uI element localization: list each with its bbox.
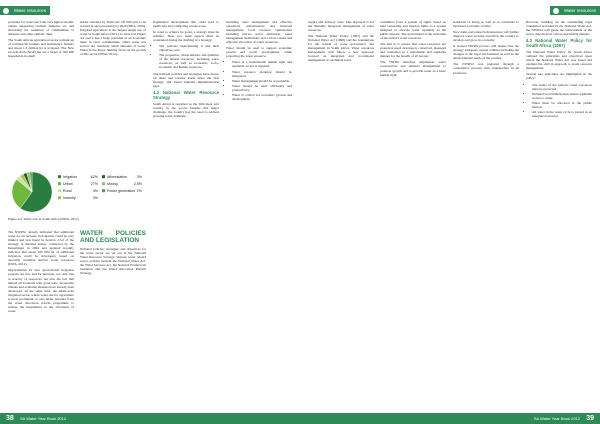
legend-label-mining: Mining: [107, 182, 118, 186]
section-tab-left: [0, 6, 50, 15]
subsection-heading: 4.3 National Water Policy for South Africa (1997): [526, 38, 592, 49]
paragraph: fragmented development that could lead to inefficient and conflicting resource use.: [153, 20, 219, 29]
left-column-1: [8, 20, 74, 60]
paragraph: committed from a system of rights based on land ownership and riparian rights to a system designed to allocate water equitably in the public interest. The government is the custodian of the nation's water resources.: [380, 20, 446, 41]
left-column-2: [80, 20, 146, 58]
legend-swatch-rural: [58, 189, 61, 192]
list-item: • Water management should be accountable.: [232, 79, 292, 83]
list-item: • Water must be allocated in the public interest.: [532, 101, 592, 109]
legend-swatch-afforestation: [102, 175, 105, 178]
paragraph: New dams and related infrastructure will further improve water security and allow the country to develop and grow its economy.: [453, 30, 519, 43]
paragraph: The national policies and strategies have drawn on these and lessons learnt since the first strategy and found inherent implementation gaps.: [153, 71, 219, 88]
list-item: • All water in the water cycle is treated as an integrated resource.: [532, 110, 592, 118]
legend-label-rural: Rural: [63, 189, 72, 193]
water-drop-icon: [553, 8, 559, 14]
right-column-4: [526, 20, 592, 120]
list-item: • National Government must ensure equitable access to water.: [532, 92, 592, 100]
page-number: 39: [586, 415, 594, 422]
legend-value-rural: 4%: [92, 189, 98, 193]
water-drop-icon: [3, 8, 9, 14]
legend-value-urban: 27%: [90, 182, 98, 186]
paragraph: The NWRS2 was prepared through a consultative process with stakeholders in all provinces.: [453, 62, 519, 75]
paragraph: Opportunities for new 'green-fields' irrigation projects are few and far between, not only due to scarcity of resources, but also the fact that almost all locations with good soils, favourable climate and available markets have already been developed. At the same time, the small-scale irrigation sector, where water use for agriculture is most prominent, is also under pressure from the water allocation reform programme to redress the inequalities in the allocation of water.: [8, 268, 74, 313]
bullet-list: [153, 44, 219, 69]
left-column-3: [8, 230, 74, 315]
figure-caption: Figure 4.2: Water Use in South Africa (DWA, 2012): [8, 217, 79, 221]
list-item: • Water is critical for economic growth and development.: [232, 93, 292, 101]
paragraph: National policies, strategies and objectives for the water sector are set out in the National Water Resource Strategy. Various water related sector policies include the National Water Act, the Water Services Act, the National Framework Guidance and the Water Allocation Reform Strategy.: [80, 247, 146, 276]
legend-swatch-mining: [102, 182, 105, 185]
chart-legend: [58, 175, 143, 200]
section-heading: WATER POLICIES AND LEGISLATION: [80, 230, 146, 244]
paragraph: Water should be used to support economic growth and social development, while protecting the water resource.: [226, 46, 292, 59]
right-column-2: [380, 20, 446, 79]
paragraph: provided for water use from very high economic values, supporting tourism, fisheries, etc. and increasing the resilience of communities to disasters and other climatic risks.: [8, 20, 74, 37]
list-item: • Water resource planning should be integrated.: [232, 70, 292, 78]
footer-left: [0, 413, 300, 424]
paragraph: The South African agricultural sector is made up of commercial farmers and subsistence farmers and about 1.3 million ha is irrigated. The New Growth Path (NGP) has set a target of 300 000 households in small: [8, 38, 75, 59]
paragraph: The aim is to ensure that water resources are protected, used, developed, conserved, managed and controlled in a sustainable and equitable manner for the benefit of all people.: [380, 42, 446, 59]
pie-slices: [12, 172, 52, 212]
section-tab-right: [550, 6, 600, 15]
paragraph: supply and delivery costs. This approach is for the mutually integrated management of water resources.: [308, 20, 374, 33]
list-item: • Water is a fundamental human right and equitable access is required.: [232, 60, 292, 68]
footer-right: [300, 413, 600, 424]
legend-value-mining: 2.5%: [133, 182, 142, 186]
subsection-heading: 4.2 National Water Resource Strategy: [153, 89, 219, 100]
paragraph: The National Water Policy for South Africa outlined the principles and objectives upon which the National Water Act was based and explains the shift in approach to water resource management.: [526, 50, 592, 71]
section-tab-label: Water resources: [563, 8, 596, 13]
list-item: • The properties, characteristics and qualities of the natural resources, including water resources, as well as economic, socio-economic and human resources.: [159, 53, 219, 69]
paragraph: The National Water Policy (1997) and the National Water Act (1998) laid the foundations for the reform of water governance and management in South Africa. Water resources management will follow a new approach focused on integrated and coordinated management at catchment level.: [308, 34, 374, 63]
paragraph: A revised NWRS process will ensure that the strategy addresses current realities including the changes in the legal environment as well as the developmental needs of the country.: [453, 44, 519, 61]
legend-value-irrigation: 62%: [90, 175, 98, 179]
paragraph: The NWRS therefore emphasises water conservation and demand management to promote growth and to provide water as a basic human right.: [380, 60, 446, 77]
legend-label-afforestation: Afforestation: [107, 175, 128, 179]
legend-swatch-power: [102, 189, 105, 192]
bullet-list: [226, 60, 292, 100]
section-tab-label: Water resources: [14, 8, 47, 13]
paragraph: standards of living as well as to contribute to increased economic activity.: [453, 20, 519, 29]
list-item: • Water should be used efficiently and productively.: [232, 84, 292, 92]
paragraph: holder schemes by 2020 and 145 000 jobs to be created in agroprocessing by 2020 (DEA, 2010). Irrigated agriculture is the largest single use of water in South Africa (62%) as shown in Figure 4.2 and it has a huge potential as an economic input in rural communities. Other water use sectors are relatively small amounts of water. Water is the major limiting factor in the growth of this sector (DWA, 2012).: [80, 20, 146, 57]
left-column-4: [80, 230, 146, 277]
paragraph: In order to achieve its goals, a strategy must be realistic. Thus, two main aspects must be considered during the drafting of a strategy:: [153, 30, 219, 43]
right-column-3: [453, 20, 519, 77]
bullet-list: [526, 83, 592, 118]
right-page: [300, 0, 600, 424]
water-use-pie-chart: [8, 168, 146, 216]
legend-label-power: Power generation: [107, 189, 136, 193]
publication-title: SA Water Year Book 2012: [20, 416, 67, 421]
list-item: • The policies underpinning it and their objectives; and: [159, 44, 219, 52]
publication-title: SA Water Year Book 2012: [533, 416, 580, 421]
list-item: • The status of the nation's water resources must be protected.: [532, 83, 592, 91]
paragraph: South Africa is regarded as the 30th most arid country in the world. Despite this major challenge, the country has the need to address growing water demands.: [153, 101, 219, 118]
page-number: 38: [6, 415, 14, 422]
right-column-1: [308, 20, 374, 64]
paragraph: However, building on the outstanding legal foundation provided by the National Water Act, the NWRS2 will guide the achievement of the sector objectives in a more sustainable manner.: [526, 20, 592, 37]
paragraph: including asset management and effective operations, infrastructure and financial management, local resource optimisation including private sector utilisation, water management institutions and a more robust and effective allocation of water resources.: [226, 20, 292, 45]
legend-swatch-urban: [58, 182, 61, 185]
legend-value-afforestation: 3%: [136, 175, 142, 179]
legend-label-irrigation: Irrigation: [63, 175, 77, 179]
paragraph: The NWRS1 already indicated that additional water for an increase in irrigation could be very limited and was listed in Section 2.5.2 of the strategy. A detailed survey conducted by the Department in 2004 and updated recently indicates that about 185 000 ha of additional irrigation could be developed, based on currently available surface water resources (DWA, 2012).: [8, 230, 74, 267]
left-column-6: [226, 20, 292, 103]
legend-swatch-industry: [58, 196, 61, 199]
legend-value-power: 2%: [136, 189, 142, 193]
legend-label-industry: Industry: [63, 196, 76, 200]
paragraph: Several key principles are highlighted in the policy:: [526, 72, 592, 81]
left-column-5: [153, 20, 219, 120]
legend-swatch-irrigation: [58, 175, 61, 178]
legend-label-urban: Urban: [63, 182, 73, 186]
legend-value-industry: 3%: [92, 196, 98, 200]
